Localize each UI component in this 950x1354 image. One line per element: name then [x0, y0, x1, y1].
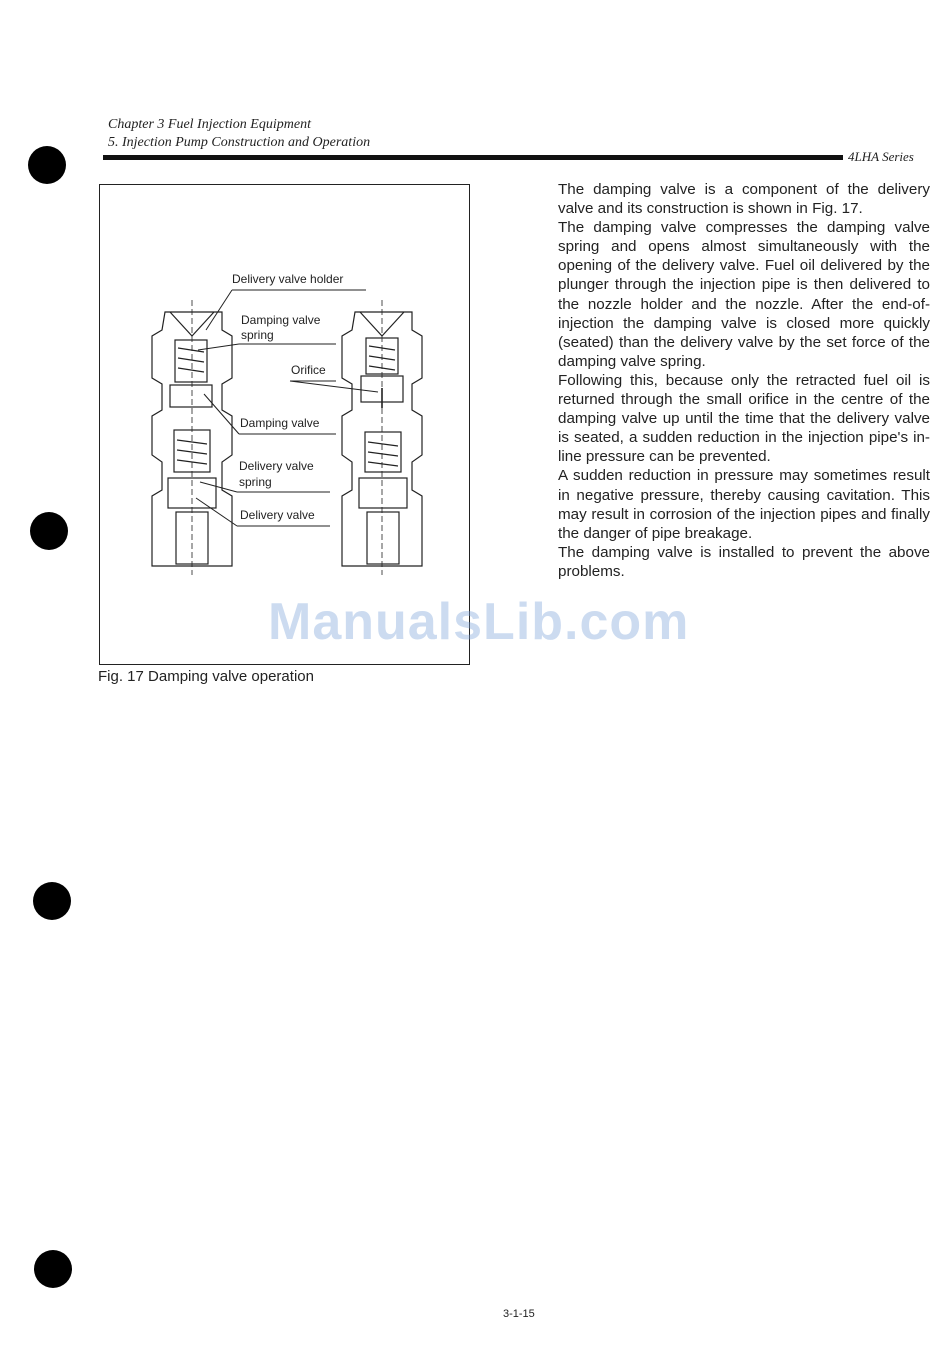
- label-damping-valve-spring: Damping valve: [241, 313, 321, 327]
- label-damping-valve: Damping valve: [240, 416, 320, 430]
- page-number: 3-1-15: [503, 1308, 535, 1320]
- left-damping-spring: [175, 340, 207, 382]
- figure-caption: Fig. 17 Damping valve operation: [98, 668, 314, 685]
- paragraph: The damping valve is a component of the delivery valve and its construction is shown in Fig. 17.: [558, 181, 930, 218]
- paragraph: The damping valve is installed to prevent the above problems.: [558, 543, 930, 580]
- right-delivery-valve: [359, 478, 407, 508]
- label-delivery-valve-holder: Delivery valve holder: [232, 272, 344, 286]
- punch-hole: [33, 882, 71, 920]
- label-delivery-valve-spring-line2: spring: [239, 475, 272, 489]
- chapter-title: Chapter 3 Fuel Injection Equipment: [108, 117, 311, 132]
- paragraph: A sudden reduction in pressure may sometimes result in negative pressure, thereby causing cavitation. This may result in corrosion of the injection pipes and finally the danger of pipe breakage.: [558, 467, 930, 542]
- paragraph: Following this, because only the retracted fuel oil is returned through the small orifice in the centre of the damping valve up until the time that the delivery valve is seated, a sudden reduction in the injection pipe's in-line pressure can be prevented.: [558, 371, 930, 466]
- watermark: ManualsLib.com: [268, 593, 690, 651]
- punch-hole: [34, 1250, 72, 1288]
- paragraph: The damping valve compresses the damping valve spring and opens almost simultaneously with the opening of the delivery valve. Fuel oil delivered by the plunger through the injection pipe is then delivered to the nozzle holder and the nozzle. After the end-of-injection the damping valve is closed more quickly (seated) than the delivery valve by the set force of the damping valve spring.: [558, 219, 930, 370]
- label-damping-valve-spring-line2: spring: [241, 328, 274, 342]
- label-delivery-valve: Delivery valve: [240, 508, 315, 522]
- label-orifice: Orifice: [291, 363, 326, 377]
- series-label: 4LHA Series: [848, 149, 914, 164]
- body-text: [558, 180, 930, 581]
- section-title: 5. Injection Pump Construction and Operation: [108, 135, 371, 150]
- label-delivery-valve-spring: Delivery valve: [239, 459, 314, 473]
